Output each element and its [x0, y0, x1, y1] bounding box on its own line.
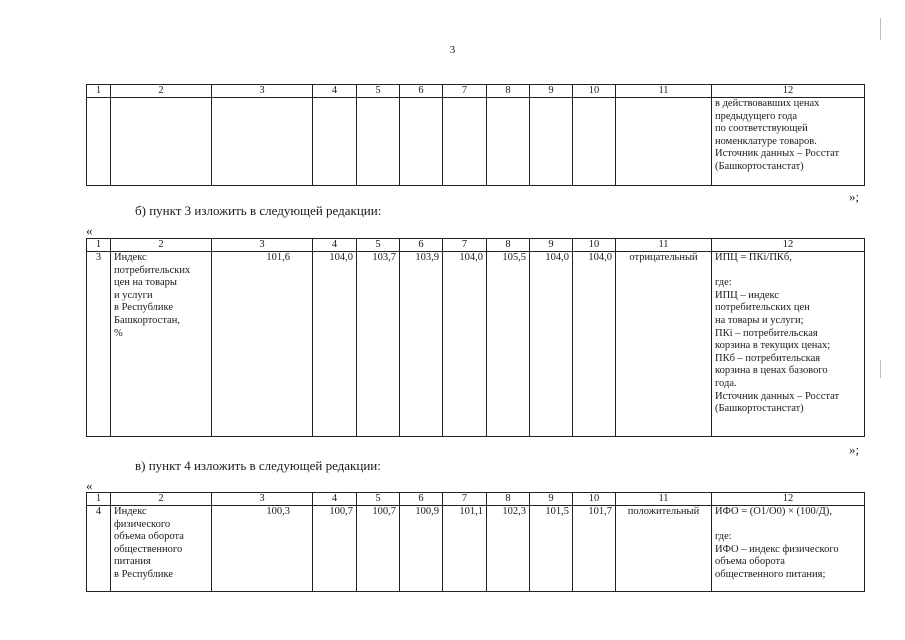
closing-quote: »; [849, 442, 860, 457]
opening-quote: « [86, 478, 93, 493]
col-header: 2 [111, 239, 212, 252]
col-header: 1 [87, 493, 111, 506]
col-header: 3 [212, 239, 313, 252]
col-header: 4 [313, 493, 357, 506]
col-header: 4 [313, 85, 357, 98]
col-header: 3 [212, 85, 313, 98]
scan-mark [880, 360, 881, 378]
col-header: 2 [111, 85, 212, 98]
cell-number: 4 [87, 506, 111, 592]
cell-value: 105,5 [487, 252, 530, 437]
table-header-row [87, 493, 865, 506]
col-header: 5 [357, 493, 400, 506]
cell-direction: отрицательный [616, 252, 712, 437]
table-row [87, 506, 865, 592]
cell-value: 100,3 [212, 506, 313, 592]
cell-value: 104,0 [443, 252, 487, 437]
col-header: 8 [487, 85, 530, 98]
cell-value: 104,0 [530, 252, 573, 437]
col-header: 11 [616, 85, 712, 98]
table-row [87, 252, 865, 437]
col-header: 2 [111, 493, 212, 506]
table-continuation [86, 84, 865, 186]
col-header: 10 [573, 85, 616, 98]
col-header: 7 [443, 85, 487, 98]
col-header: 10 [573, 493, 616, 506]
page-number: 3 [449, 44, 456, 56]
col-header: 10 [573, 239, 616, 252]
cell-value: 103,7 [357, 252, 400, 437]
col-header: 9 [530, 85, 573, 98]
table-header-row [87, 85, 865, 98]
col-header: 9 [530, 239, 573, 252]
cell-method: в действовавших ценах предыдущего года по соответствующей номенклатуре товаров. Источник данных – Росстат (Башкортостанстат) [712, 98, 865, 186]
col-header: 7 [443, 493, 487, 506]
closing-quote: »; [849, 189, 860, 204]
col-header: 9 [530, 493, 573, 506]
col-header: 6 [400, 239, 443, 252]
table-row [87, 98, 865, 186]
cell-value: 101,6 [212, 252, 313, 437]
col-header: 6 [400, 85, 443, 98]
col-header: 1 [87, 239, 111, 252]
cell-value: 102,3 [487, 506, 530, 592]
cell-direction: положительный [616, 506, 712, 592]
table-item-3 [86, 238, 865, 437]
table-header-row [87, 239, 865, 252]
col-header: 3 [212, 493, 313, 506]
col-header: 12 [712, 85, 865, 98]
cell-value: 101,5 [530, 506, 573, 592]
cell-value: 104,0 [313, 252, 357, 437]
cell-indicator-name: Индекс физического объема оборота общественного питания в Республике [111, 506, 212, 592]
col-header: 6 [400, 493, 443, 506]
col-header: 11 [616, 493, 712, 506]
cell-number: 3 [87, 252, 111, 437]
cell-value: 100,7 [357, 506, 400, 592]
col-header: 4 [313, 239, 357, 252]
col-header: 5 [357, 85, 400, 98]
col-header: 11 [616, 239, 712, 252]
cell-value: 101,1 [443, 506, 487, 592]
cell-indicator-name: Индекс потребительских цен на товары и услуги в Республике Башкортостан, % [111, 252, 212, 437]
col-header: 5 [357, 239, 400, 252]
table-item-4 [86, 492, 865, 592]
cell-value: 100,9 [400, 506, 443, 592]
col-header: 7 [443, 239, 487, 252]
scan-mark [880, 18, 881, 40]
col-header: 1 [87, 85, 111, 98]
opening-quote: « [86, 223, 93, 238]
cell-method: ИПЦ = ПКi/ПКб, где: ИПЦ – индекс потребительских цен на товары и услуги; ПКi – потребительская корзина в текущих ценах; ПКб – потребительская корзина в ценах базового года. Источник данных – Росстат (Башкортостанстат) [712, 252, 865, 437]
cell-method: ИФО = (О1/О0) × (100/Д), где: ИФО – индекс физического объема оборота общественного питания; [712, 506, 865, 592]
cell-value: 103,9 [400, 252, 443, 437]
instruction-b: б) пункт 3 изложить в следующей редакции: [135, 203, 382, 218]
col-header: 8 [487, 493, 530, 506]
col-header: 12 [712, 493, 865, 506]
cell-value: 104,0 [573, 252, 616, 437]
instruction-v: в) пункт 4 изложить в следующей редакции: [135, 458, 381, 473]
col-header: 12 [712, 239, 865, 252]
col-header: 8 [487, 239, 530, 252]
cell-value: 100,7 [313, 506, 357, 592]
cell-value: 101,7 [573, 506, 616, 592]
